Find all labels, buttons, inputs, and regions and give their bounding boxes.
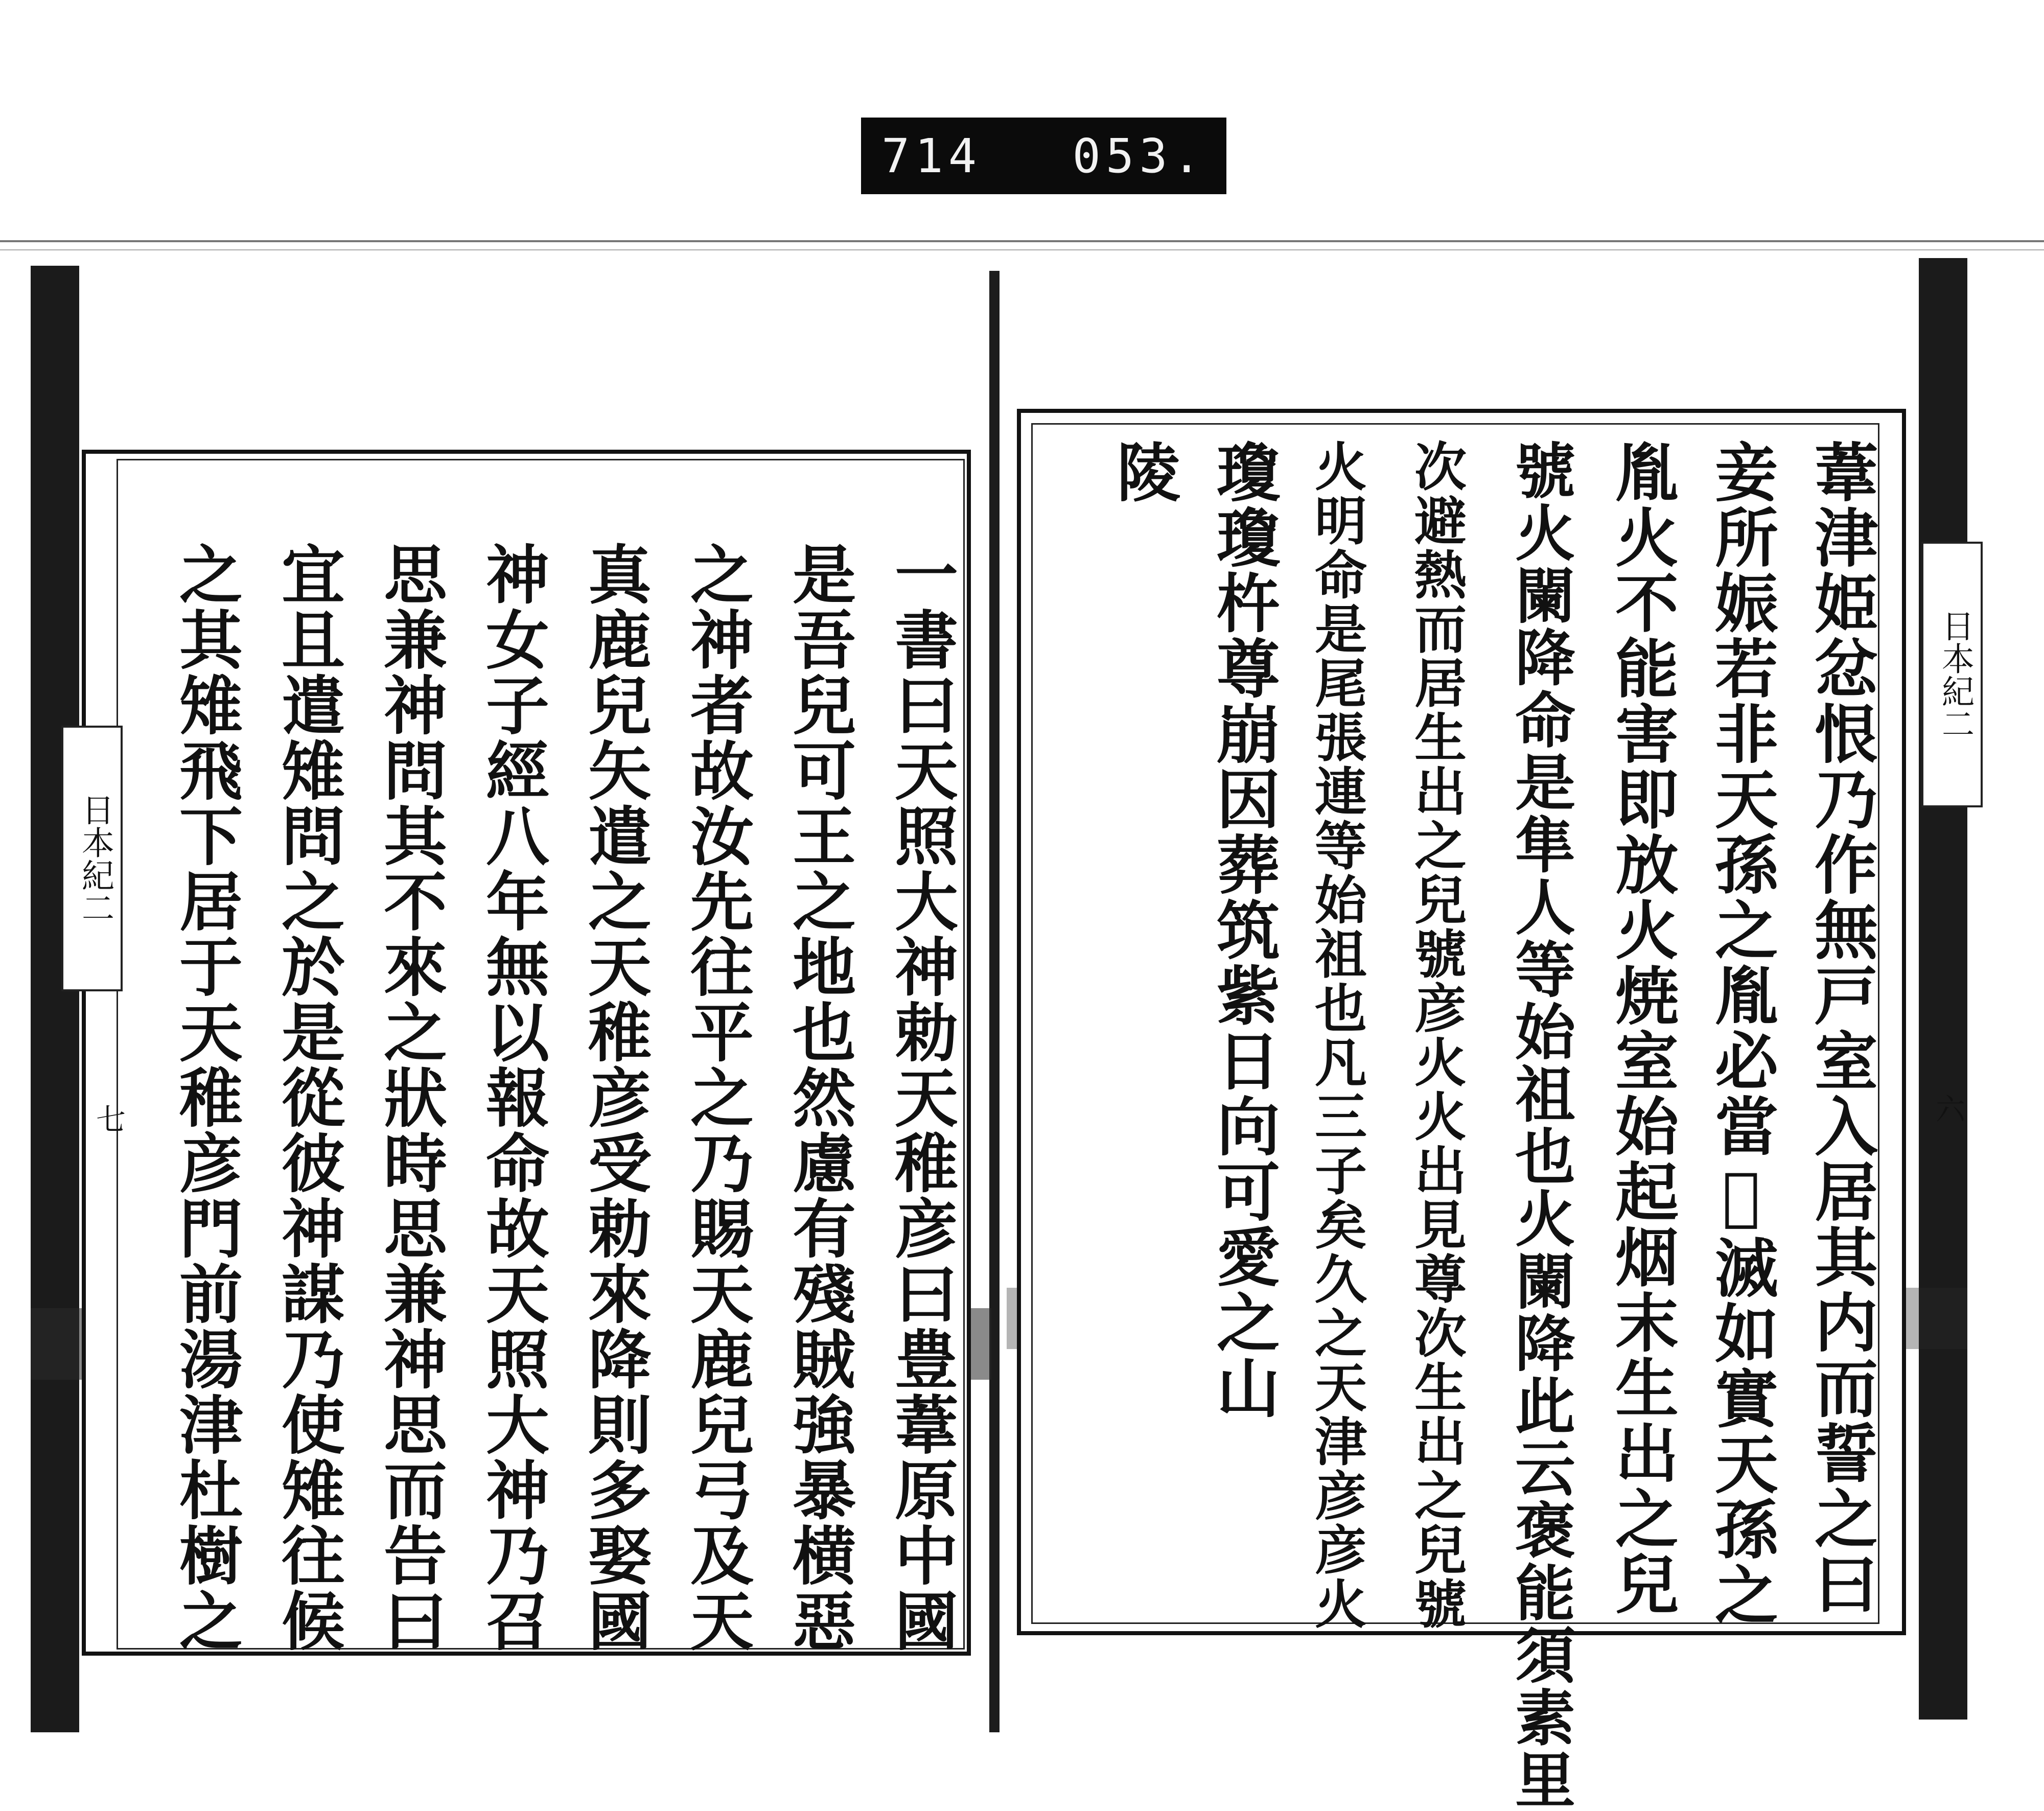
left-column-8: 之其雉飛下居于天稚彦門前湯津杜樹之 [169, 542, 243, 1654]
right-book-edge [1919, 258, 1967, 1720]
left-book-edge [31, 266, 79, 1732]
right-column-8: 陵 [1106, 439, 1180, 505]
right-column-5: 次避熱而居生出之兒號彦火火出見尊次生出之兒號 [1406, 439, 1467, 1631]
left-column-1: 一書曰天照大神勅天稚彦曰豊葦原中國 [884, 542, 958, 1654]
right-column-7: 瓊瓊杵尊崩因葬筑紫日向可愛之山 [1206, 439, 1280, 1421]
left-spine-title: 日本紀二 [61, 726, 123, 991]
scan-edge-line [0, 240, 2044, 242]
left-column-5: 神女子經八年無以報命故天照大神乃召 [475, 542, 549, 1654]
right-column-1: 葦津姫忿恨乃作無戸室入居其内而誓之曰 [1804, 439, 1878, 1617]
scan-edge-line-2 [0, 249, 2044, 250]
archive-label-right: 053. [1072, 128, 1206, 183]
left-folio: 七 [91, 1104, 126, 1133]
left-column-7: 宜且遣雉問之於是從彼神謀乃使雉往候 [271, 542, 345, 1654]
book-gutter [989, 271, 1000, 1732]
archive-label-left: 714 [881, 128, 982, 183]
right-column-4: 號火闌降命是隼人等始祖也火闌降此云褒能須素里 [1505, 439, 1576, 1811]
right-column-3: 胤火不能害即放火焼室始起烟末生出之兒 [1605, 439, 1679, 1617]
archive-label [861, 118, 1226, 194]
left-column-6: 思兼神問其不來之狀時思兼神思而告曰 [373, 542, 447, 1654]
right-column-2: 妾所娠若非天孫之胤必當𤓰滅如實天孫之 [1704, 439, 1778, 1628]
right-spine-title: 日本紀二 [1921, 542, 1983, 807]
left-column-4: 真鹿兒矢遣之天稚彦受勅來降則多娶國 [577, 542, 652, 1654]
left-column-3: 之神者故汝先往平之乃賜天鹿兒弓及天 [680, 542, 754, 1654]
right-column-6: 火明命是尾張連等始祖也凡三子矣久之天津彦彦火 [1306, 439, 1367, 1631]
left-column-2: 是吾兒可王之地也然慮有殘賊強暴横惡 [782, 542, 856, 1654]
right-folio: 六 [1931, 1094, 1965, 1123]
